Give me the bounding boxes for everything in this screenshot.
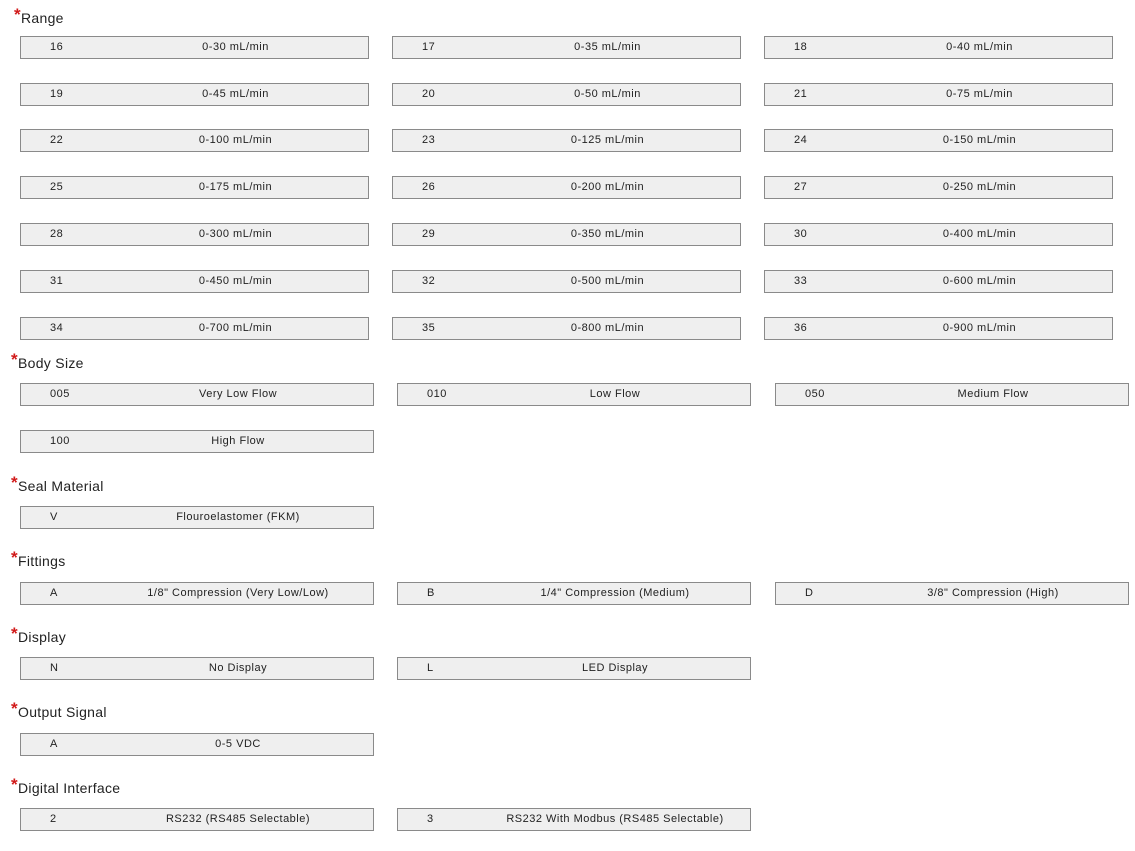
range-option-26[interactable]: [392, 176, 741, 199]
option-code: 34: [50, 322, 64, 334]
option-code: 050: [805, 388, 825, 400]
option-label: 0-900 mL/min: [942, 322, 1017, 334]
option-code: 30: [794, 228, 808, 240]
section-title-seal-material: [11, 473, 104, 494]
option-label: RS232 With Modbus (RS485 Selectable): [506, 813, 724, 825]
option-code: 100: [50, 435, 70, 447]
option-label: 0-30 mL/min: [202, 41, 269, 53]
option-label: Medium Flow: [957, 388, 1029, 400]
option-code: 31: [50, 275, 64, 287]
option-label: LED Display: [581, 662, 649, 674]
option-label: 0-400 mL/min: [942, 228, 1017, 240]
range-option-21[interactable]: [764, 83, 1113, 106]
range-option-17[interactable]: [392, 36, 741, 59]
option-label: Low Flow: [589, 388, 641, 400]
option-code: N: [50, 662, 59, 674]
option-code: 28: [50, 228, 64, 240]
required-marker: *: [11, 624, 18, 643]
range-option-25[interactable]: [20, 176, 369, 199]
option-label: 0-700 mL/min: [198, 322, 273, 334]
option-code: 27: [794, 181, 808, 193]
option-label: 0-175 mL/min: [198, 181, 273, 193]
range-option-30[interactable]: [764, 223, 1113, 246]
required-marker: *: [11, 473, 18, 492]
option-label: RS232 (RS485 Selectable): [165, 813, 311, 825]
required-marker: *: [11, 775, 18, 794]
range-option-29[interactable]: [392, 223, 741, 246]
option-label: 0-300 mL/min: [198, 228, 273, 240]
fittings-option-b[interactable]: [397, 582, 751, 605]
fittings-option-a[interactable]: [20, 582, 374, 605]
option-code: 20: [422, 88, 436, 100]
option-code: 18: [794, 41, 808, 53]
range-option-19[interactable]: [20, 83, 369, 106]
section-title-text: Fittings: [18, 553, 66, 569]
required-marker: *: [11, 350, 18, 369]
section-title-display: [11, 624, 67, 645]
option-code: 24: [794, 134, 808, 146]
option-label: 0-350 mL/min: [570, 228, 645, 240]
section-title-text: Range: [21, 10, 64, 26]
option-label: No Display: [208, 662, 268, 674]
option-label: 1/8" Compression (Very Low/Low): [147, 587, 329, 599]
option-code: 36: [794, 322, 808, 334]
option-label: High Flow: [211, 435, 265, 447]
option-label: 0-250 mL/min: [942, 181, 1017, 193]
option-code: L: [427, 662, 434, 674]
option-label: 0-45 mL/min: [202, 88, 269, 100]
range-option-36[interactable]: [764, 317, 1113, 340]
option-code: 16: [50, 41, 64, 53]
option-code: 19: [50, 88, 64, 100]
seal-material-option-v[interactable]: [20, 506, 374, 529]
range-option-33[interactable]: [764, 270, 1113, 293]
option-code: 26: [422, 181, 436, 193]
option-label: 0-450 mL/min: [198, 275, 273, 287]
digital-interface-option-2[interactable]: [20, 808, 374, 831]
display-option-l[interactable]: [397, 657, 751, 680]
body-size-option-005[interactable]: [20, 383, 374, 406]
digital-interface-option-3[interactable]: [397, 808, 751, 831]
option-label: 0-75 mL/min: [946, 88, 1013, 100]
section-title-text: Seal Material: [18, 478, 104, 494]
section-title-text: Body Size: [18, 355, 84, 371]
body-size-option-010[interactable]: [397, 383, 751, 406]
required-marker: *: [11, 548, 18, 567]
section-title-text: Display: [18, 629, 67, 645]
section-title-output-signal: [11, 699, 107, 720]
option-label: 0-150 mL/min: [942, 134, 1017, 146]
output-signal-option-a[interactable]: [20, 733, 374, 756]
range-option-32[interactable]: [392, 270, 741, 293]
option-label: 0-200 mL/min: [570, 181, 645, 193]
option-label: Flouroelastomer (FKM): [176, 511, 300, 523]
required-marker: *: [11, 699, 18, 718]
option-code: A: [50, 738, 58, 750]
option-code: 29: [422, 228, 436, 240]
range-option-34[interactable]: [20, 317, 369, 340]
section-title-fittings: [11, 548, 66, 569]
option-label: 0-100 mL/min: [198, 134, 273, 146]
option-code: 22: [50, 134, 64, 146]
range-option-24[interactable]: [764, 129, 1113, 152]
option-code: 23: [422, 134, 436, 146]
option-code: 17: [422, 41, 436, 53]
option-label: 0-500 mL/min: [570, 275, 645, 287]
required-marker: *: [14, 5, 21, 24]
option-label: Very Low Flow: [198, 388, 278, 400]
option-label: 0-35 mL/min: [574, 41, 641, 53]
option-code: V: [50, 511, 58, 523]
option-code: A: [50, 587, 58, 599]
option-label: 1/4" Compression (Medium): [540, 587, 690, 599]
display-option-n[interactable]: [20, 657, 374, 680]
section-title-text: Digital Interface: [18, 780, 121, 796]
option-label: 0-5 VDC: [215, 738, 261, 750]
option-code: 21: [794, 88, 808, 100]
option-code: 005: [50, 388, 70, 400]
option-code: 010: [427, 388, 447, 400]
body-size-option-050[interactable]: [775, 383, 1129, 406]
option-code: 32: [422, 275, 436, 287]
section-title-range: [14, 5, 64, 26]
option-code: 33: [794, 275, 808, 287]
option-code: D: [805, 587, 814, 599]
fittings-option-d[interactable]: [775, 582, 1129, 605]
option-label: 0-40 mL/min: [946, 41, 1013, 53]
range-option-27[interactable]: [764, 176, 1113, 199]
option-label: 0-800 mL/min: [570, 322, 645, 334]
option-label: 0-50 mL/min: [574, 88, 641, 100]
range-option-20[interactable]: [392, 83, 741, 106]
option-label: 0-125 mL/min: [570, 134, 645, 146]
option-label: 0-600 mL/min: [942, 275, 1017, 287]
range-option-18[interactable]: [764, 36, 1113, 59]
option-label: 3/8" Compression (High): [927, 587, 1059, 599]
range-option-23[interactable]: [392, 129, 741, 152]
section-title-text: Output Signal: [18, 704, 107, 720]
option-code: 2: [50, 813, 57, 825]
range-option-22[interactable]: [20, 129, 369, 152]
range-option-16[interactable]: [20, 36, 369, 59]
option-code: 35: [422, 322, 436, 334]
section-title-body-size: [11, 350, 84, 371]
range-option-31[interactable]: [20, 270, 369, 293]
range-option-28[interactable]: [20, 223, 369, 246]
body-size-option-100[interactable]: [20, 430, 374, 453]
section-title-digital-interface: [11, 775, 121, 796]
option-code: 3: [427, 813, 434, 825]
option-code: 25: [50, 181, 64, 193]
range-option-35[interactable]: [392, 317, 741, 340]
option-code: B: [427, 587, 435, 599]
